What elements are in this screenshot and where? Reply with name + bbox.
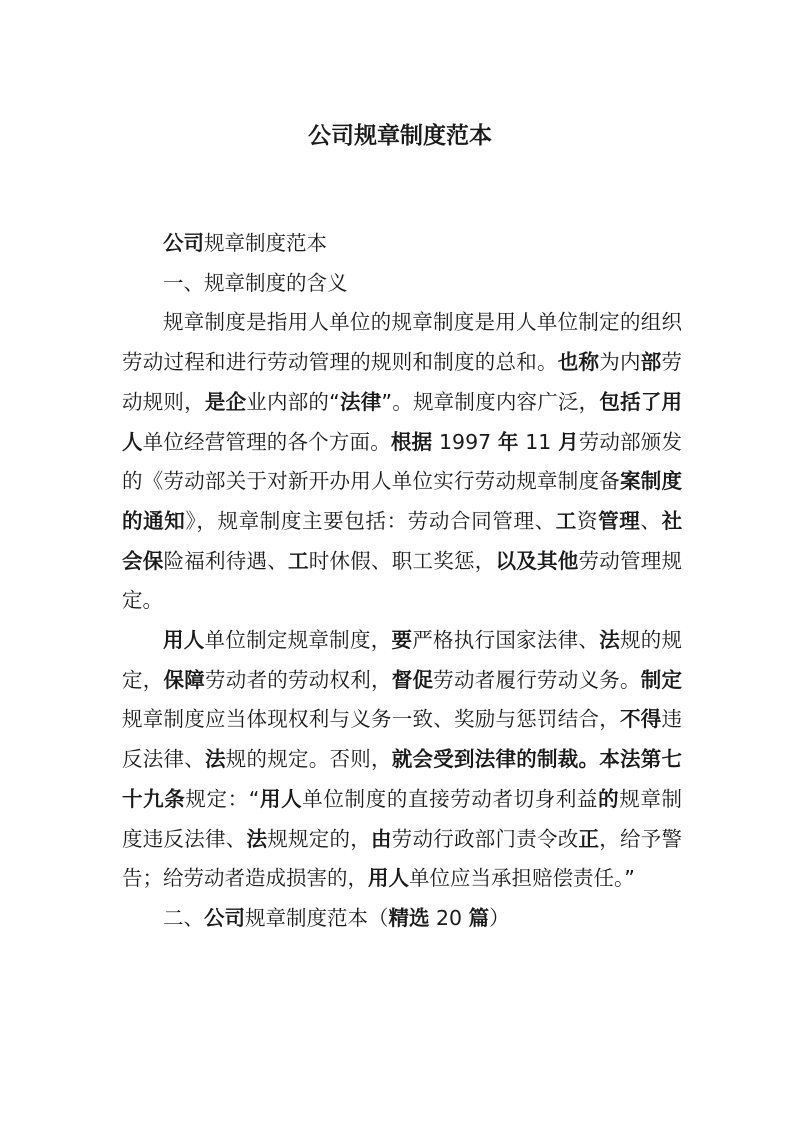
bold-text-run: 工 — [555, 508, 577, 533]
bold-text-run: 用人 — [368, 866, 409, 891]
bold-text-run: 是企 — [204, 389, 247, 414]
bold-text-run: 就会受到法律的制裁。本法第七十九条 — [122, 747, 682, 811]
bold-text-run: 年 — [497, 429, 519, 454]
bold-text-run: 公司 — [163, 231, 204, 255]
bold-text-run: 包括了用人 — [122, 389, 683, 454]
bold-text-run: 用人 — [163, 628, 205, 653]
bold-text-run: 由 — [371, 826, 392, 851]
bold-text-run: 的 — [598, 786, 620, 811]
bold-text-run: 月 — [558, 429, 579, 454]
paragraph-section-one-heading — [122, 264, 682, 304]
text-run: 时休假、职工奖惩， — [308, 548, 496, 573]
text-run: 规章制度范本 — [204, 231, 327, 255]
text-run: 二、 — [163, 905, 204, 930]
text-run: 规章制度范本（ — [245, 905, 389, 930]
text-run: 1997 — [432, 429, 498, 454]
paragraph-section-two-heading — [122, 899, 682, 939]
text-run: 单位制定规章制度， — [204, 628, 392, 653]
text-run: 11 — [518, 429, 559, 454]
text-run: 规规定的， — [267, 826, 371, 851]
text-run: 规章制度是指用人单位的规章制度是用人单位制定的组织劳动过程和进行劳动管理的规则和制度的总和。 — [122, 310, 682, 375]
text-run: 规定：“ — [185, 786, 260, 811]
text-run: 为内 — [599, 350, 641, 375]
bold-text-run: 法 — [599, 628, 620, 653]
text-run: 一、规章制度的含义 — [163, 270, 348, 295]
bold-text-run: 公司 — [204, 905, 245, 930]
bold-text-run: 正 — [578, 826, 600, 851]
text-run: ） — [489, 905, 510, 930]
bold-text-run: 根据 — [390, 429, 433, 454]
bold-text-run: 案制度的通知 — [122, 469, 682, 533]
text-run: 单位应当承担赔偿责任。” — [409, 866, 635, 891]
paragraph-heading-template — [122, 224, 682, 264]
text-run: ，给予警告；给劳动者造成损害的， — [122, 826, 682, 891]
bold-text-run: 管理 — [598, 508, 641, 533]
text-run: 规的规定。否则， — [225, 747, 392, 772]
text-run: 规的规定， — [122, 628, 683, 692]
text-run: 劳动者的劳动权利， — [205, 667, 392, 692]
text-run: 规章制度违反法律、 — [122, 786, 683, 851]
text-run: 业内部的“ — [246, 389, 340, 414]
document-body — [122, 224, 682, 939]
bold-text-run: 法律 — [339, 389, 382, 414]
text-run: 、 — [640, 508, 662, 533]
text-run: 劳动规则， — [122, 350, 682, 414]
text-run: 险福利待遇、 — [163, 548, 288, 573]
text-run: 》，规章制度主要包括：劳动合同管理、 — [185, 508, 556, 533]
text-run: 劳动部颁发的《劳动部关于对新开办用人单位实行劳动规章制度备 — [122, 429, 682, 494]
text-run: 单位制度的直接劳动者切身利益 — [302, 786, 599, 811]
bold-text-run: 制定 — [640, 667, 682, 692]
text-run: ”。规章制度内容广泛， — [381, 389, 600, 414]
bold-text-run: 要 — [391, 628, 413, 653]
document-title: 公司规章制度范本 — [308, 123, 492, 149]
bold-text-run: 精选 — [388, 905, 430, 930]
bold-text-run: 法 — [246, 826, 268, 851]
bold-text-run: 保障 — [163, 667, 205, 692]
bold-text-run: 部 — [640, 350, 662, 375]
bold-text-run: 督促 — [391, 667, 434, 692]
text-run: 劳动行政部门责令改 — [391, 826, 579, 851]
paragraph-requirements — [122, 621, 682, 899]
bold-text-run: 用人 — [259, 786, 303, 811]
text-run: 劳动管理规定。 — [122, 548, 682, 613]
text-run: 单位经营管理的各个方面。 — [142, 429, 391, 454]
bold-text-run: 社会保 — [122, 508, 683, 573]
bold-text-run: 以及其他 — [495, 548, 579, 573]
bold-text-run: 不得 — [620, 707, 662, 732]
bold-text-run: 篇 — [468, 905, 490, 930]
text-run: 20 — [429, 905, 469, 930]
text-run: 劳动者履行劳动义务。 — [433, 667, 641, 692]
paragraph-definition — [122, 303, 682, 621]
text-run: 严格执行国家法律、 — [412, 628, 600, 653]
bold-text-run: 法 — [205, 747, 226, 772]
text-run: 违反法律、 — [122, 707, 682, 772]
text-run: 规章制度应当体现权利与义务一致、奖励与惩罚结合， — [122, 707, 620, 732]
text-run: 资 — [576, 508, 599, 533]
bold-text-run: 也称 — [557, 350, 600, 375]
bold-text-run: 工 — [288, 548, 309, 573]
